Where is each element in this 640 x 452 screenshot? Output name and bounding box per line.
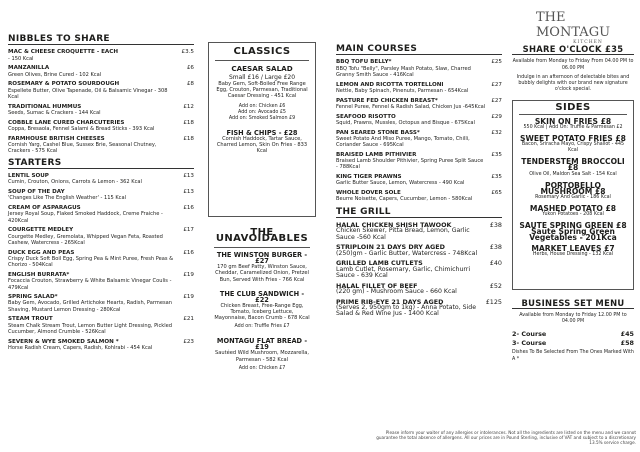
item-name: ENGLISH BURRATA* — [8, 271, 70, 278]
footer-note: Please inform your waiter of any allergies or intolerances. Not all the ingredients are listed on the menu and we cannot guarantee the total absence of allergens. All our prices are in Pound Sterling, inclusive of VAT and subject to a discretionary 13.5% service charge. — [376, 430, 636, 445]
item-desc: Sweet Potato And Miso Puree, Mango, Tomato, Chilli, Coriander Sauce - 695Kcal — [336, 135, 470, 149]
unavoidable-desc: Chicken Breast, Free-Range Egg, Tomato, Iceberg Lettuce, Mayonnaise, Bacon Crumb - 678 Kcal — [214, 302, 310, 322]
item-name: PAN SEARED STONE BASS* — [336, 129, 420, 136]
item-price: £18 — [183, 135, 194, 142]
item-desc: Horse Radish Cream, Capers, Radish, Kohlrabi - 454 Kcal — [8, 345, 153, 352]
menu-item — [8, 81, 194, 100]
item-name: CREAM OF ASPARAGUS — [8, 205, 81, 212]
side-name: PORTOBELLO MUSHROOM £8 — [540, 180, 606, 196]
item-desc: Lamb Cutlet, Rosemary, Garlic, Chimichurri Sauce - 639 Kcal — [336, 265, 471, 279]
menu-item — [336, 299, 502, 318]
menu-item — [336, 59, 502, 78]
item-desc: Crispy Duck Soft Boil Egg, Spring Pea & Mint Puree, Fresh Peas & Chorizo - 504Kcal — [8, 255, 174, 269]
menu-item — [336, 114, 502, 127]
side-name: SWEET POTATO FRIES £8 — [520, 134, 626, 144]
fish-name: FISH & CHIPS - £28 — [226, 128, 298, 137]
item-price: £52 — [489, 281, 502, 290]
right-column — [512, 0, 634, 363]
share-title: SHARE O'CLOCK £35 — [512, 44, 634, 55]
item-price: £16 — [183, 205, 194, 212]
item-name: TRADITIONAL HUMMUS — [8, 103, 82, 110]
menu-item — [8, 65, 194, 78]
item-desc: Courgette Medley, Gremolata, Whipped Vegan Feta, Roasted Cashew, Watercress - 265Kcal — [8, 233, 163, 246]
menu-item — [8, 227, 194, 246]
item-price: £125 — [485, 297, 502, 306]
business-price: £58 — [620, 338, 634, 347]
item-price: £16 — [183, 249, 194, 256]
unavoidable-item — [214, 291, 310, 331]
item-desc: 'Changes Like The English Weather' - 115 Kcal — [8, 195, 126, 202]
business-note: Dishes To Be Selected From The Ones Marked With A * — [512, 350, 634, 362]
unavoidable-item — [214, 338, 310, 371]
grill-list — [336, 222, 502, 317]
side-name: TENDERSTEM BROCCOLI £8 — [521, 157, 625, 173]
unavoidable-item — [214, 252, 310, 282]
logo-name: THE MONTAGU — [536, 10, 611, 40]
menu-item — [8, 205, 194, 224]
item-price: £21 — [183, 316, 194, 323]
sides-title: SIDES — [555, 101, 591, 113]
unavoidables-list — [214, 252, 310, 372]
caesar-addon-1: Add on: Chicken £6 — [238, 103, 286, 109]
unavoidables-box — [208, 222, 316, 432]
item-desc: Garlic Butter Sauce, Lemon, Watercress - 490 Kcal — [336, 180, 465, 187]
share-desc: Indulge in an afternoon of delectable bites and bubbly delights with our brand new signature o'clock special. — [516, 74, 630, 93]
item-name: BBQ TOFU BELLY* — [336, 59, 392, 66]
item-price: £19 — [183, 271, 194, 278]
item-price: £65 — [491, 190, 502, 197]
menu-item — [336, 130, 502, 149]
item-desc: Braised Lamb Shoulder Pithivier, Spring Puree Split Sauce - 788Kcal — [336, 158, 484, 171]
item-price: £38 — [489, 220, 502, 229]
menu-item — [336, 222, 502, 241]
item-price: £25 — [491, 59, 502, 66]
item-price: £27 — [491, 97, 502, 104]
unavoidables-title: THE UNAVOIDABLES — [215, 227, 309, 245]
item-name: LENTIL SOUP — [8, 173, 49, 180]
item-price: £29 — [491, 113, 502, 120]
item-desc: Jersey Royal Soup, Flaked Smoked Haddock, Creme Fraiche - 420Kcal — [8, 211, 163, 224]
caesar-name: CAESAR SALAD — [231, 64, 293, 74]
item-price: £35 — [491, 151, 502, 158]
item-name: HALAL FILLET OF BEEF — [336, 281, 418, 290]
item-name: STEAM TROUT — [8, 316, 53, 323]
item-desc: Cornish Yarg, Cashel Blue, Sussex Brie, Seasonal Chutney, Crackers - 575 Kcal — [8, 141, 157, 155]
item-desc: Espellete Butter, Olive Tapenade, Oil & Balsamic Vinegar - 308 Kcal — [8, 87, 168, 100]
menu-item — [8, 272, 194, 291]
item-price: £3.5 — [181, 49, 194, 56]
menu-item — [8, 250, 194, 269]
menu-item — [8, 316, 194, 335]
item-name: SOUP OF THE DAY — [8, 189, 65, 196]
menu-item — [336, 260, 502, 279]
side-desc: Olive Oil, Maldon Sea Salt - 154 Kcal — [529, 171, 617, 177]
menu-item — [336, 190, 502, 203]
item-desc: Coppa, Bresaola, Fennel Salami & Bread Sticks - 393 Kcal — [8, 125, 155, 132]
item-desc: (250)gm - Garlic Butter, Watercress - 748Kcal — [336, 249, 478, 257]
unavoidable-addon: Add on: Truffle Fries £7 — [234, 324, 290, 330]
item-name: COBBLE LANE CURED CHARCUTERIES — [8, 119, 125, 126]
item-name: PASTURE FED CHICKEN BREAST* — [336, 97, 438, 104]
business-row — [512, 340, 634, 346]
mains-column — [336, 0, 502, 321]
sides-box — [512, 100, 634, 290]
item-name: PRIME RIB-EYE 21 DAYS AGED — [336, 297, 444, 306]
item-price: £6 — [186, 65, 194, 72]
side-desc: Rosemary And Garlic - 186 Kcal — [535, 194, 611, 200]
business-title: BUSINESS SET MENU — [512, 298, 634, 309]
menu-item — [8, 120, 194, 133]
menu-item — [8, 173, 194, 186]
item-desc: Fennel Puree, Fennel & Radish Salad, Chicken Jus -645Kcal — [336, 103, 486, 110]
menu-item — [336, 82, 502, 95]
item-name: BRAISED LAMB PITHIVIER — [336, 151, 417, 158]
item-desc: Focaccia Crouton, Strawberry & White Balsamic Vinegar Coulis - 479Kcal — [8, 278, 172, 291]
item-name: GRILLED LAMB CUTLETS — [336, 259, 423, 268]
menu-item — [8, 339, 194, 352]
item-name: DUCK EGG AND PEAS — [8, 249, 75, 256]
business-label: 2- Course — [512, 329, 547, 338]
item-desc: (Serves 2, 950gm to 1kg) - Anna Potato, Side Salad & Red Wine Jus - 1400 Kcal — [336, 303, 477, 318]
item-desc: - 150 Kcal — [8, 55, 34, 62]
business-price: £45 — [620, 329, 634, 338]
mains-title: MAIN COURSES — [336, 44, 502, 55]
item-name: LEMON AND RICOTTA TORTELLONI — [336, 81, 444, 88]
logo-sub: KITCHEN — [573, 40, 603, 45]
menu-item — [336, 244, 502, 257]
caesar-sizes: Small £16 / Large £20 — [228, 74, 296, 82]
sides-list — [519, 116, 627, 259]
item-price: £38 — [489, 243, 502, 252]
business-row — [512, 331, 634, 337]
business-label: 3- Course — [512, 338, 547, 347]
item-name: MAC & CHEESE CROQUETTE - EACH — [8, 49, 119, 56]
menu-item — [336, 283, 502, 296]
side-name: SKIN ON FRIES £8 — [534, 116, 612, 126]
item-desc: Steam Chalk Stream Trout, Lemon Butter Light Dressing, Pickled Cucumber, Almond Crumble - 526Kcal — [8, 322, 173, 336]
item-name: FARMHOUSE BRITISH CHEESES — [8, 135, 105, 142]
item-desc: BBQ Tofu "Belly", Parsley Mash Potato, Slaw, Charred Granny Smith Sauce - 416Kcal — [336, 65, 471, 78]
business-avail: Available from Monday to Friday 12.00 PM to 04.00 PM — [519, 313, 627, 325]
grill-title: THE GRILL — [336, 207, 502, 218]
mains-list — [336, 59, 502, 202]
menu-item — [8, 189, 194, 202]
side-desc: Yukon Potatoes - 208 Kcal — [542, 212, 604, 217]
item-price: £40 — [489, 259, 502, 268]
side-desc: Bacon, Sriracha Mayo, Crispy Shallot - 445 Kcal — [521, 142, 625, 154]
menu-item — [8, 49, 194, 62]
starters-title: STARTERS — [8, 158, 194, 169]
item-desc: Seeds, Sumac & Crackers - 144 Kcal — [8, 109, 101, 116]
item-name: SPRING SALAD* — [8, 294, 58, 301]
unavoidable-addon: Add on: Chicken £7 — [238, 365, 286, 371]
side-name: MARKET LEAVES £7 — [531, 244, 615, 254]
item-name: KING TIGER PRAWNS — [336, 174, 402, 181]
item-name: COURGETTE MEDLEY — [8, 227, 74, 234]
left-column — [8, 0, 194, 355]
menu-item — [8, 136, 194, 155]
nibbles-list — [8, 49, 194, 154]
item-desc: Squid, Prawns, Mussles, Octopus and Bisque - 675Kcal — [336, 119, 475, 126]
item-price: £18 — [183, 119, 194, 126]
item-desc: Cumin, Crouton, Onions, Carrots & Lemon - 362 Kcal — [8, 179, 142, 186]
item-name: ROSEMARY & POTATO SOURDOUGH — [8, 81, 120, 88]
item-price: £35 — [491, 174, 502, 181]
item-price: £13 — [183, 189, 194, 196]
item-desc: (220 gm) - Mushroom Sauce - 660 Kcal — [336, 287, 457, 295]
caesar-desc: Baby Gem, Soft-Boiled Free Range Egg, Crouton, Parmesan, Traditional Caesar Dressing - 451 Kcal — [216, 81, 308, 100]
item-price: £12 — [183, 103, 194, 110]
unavoidable-name: MONTAGU FLAT BREAD - £19 — [216, 337, 308, 352]
item-price: £17 — [183, 227, 194, 234]
unavoidable-desc: 170 gm Beef Patty, Winston Sauce, Cheddar, Caramelized Onion, Pretzel Bun, Served With Fries - 766 Kcal — [215, 264, 309, 283]
side-name: SAUTE SPRING GREEN £8 Saute Spring Green Vegetables - 201Kca — [519, 221, 627, 243]
menu-item — [8, 294, 194, 313]
menu-item — [336, 152, 502, 171]
item-desc: Green Olives, Brine Cured - 102 Kcal — [8, 71, 102, 78]
item-name: SEAFOOD RISOTTO — [336, 113, 396, 120]
item-price: £8 — [186, 81, 194, 88]
starters-list — [8, 173, 194, 351]
item-name: MANZANILLA — [8, 65, 50, 72]
fish-desc: Cornish Haddock, Tartar Sauce, Charred Lemon, Skin On Fries - 833 Kcal — [216, 135, 308, 155]
side-desc: Herbs, House Dressing - 132 Kcal — [532, 252, 614, 258]
classics-box — [208, 42, 316, 217]
menu-item — [8, 104, 194, 117]
item-price: £13 — [183, 173, 194, 180]
item-name: STRIPLOIN 21 DAYS DRY AGED — [336, 243, 445, 252]
item-name: HALAL CHICKEN SHISH TAWOOK — [336, 220, 452, 229]
nibbles-title: NIBBLES TO SHARE — [8, 34, 194, 45]
item-price: £27 — [491, 81, 502, 88]
side-name: MASHED POTATO £8 — [529, 203, 617, 213]
share-avail: Available from Monday to Friday From 04.00 PM to 06.00 PM — [512, 59, 634, 71]
item-price: £19 — [183, 294, 194, 301]
caesar-addon-3: Add on: Smoked Salmon £9 — [228, 115, 296, 121]
business-rows — [512, 331, 634, 347]
item-desc: Beurre Noisette, Capers, Cucumber, Lemon - 580Kcal — [336, 196, 473, 203]
item-desc: Chicken Skewer, Pitta Bread, Lemon, Garlic Sauce -560 Kcal — [336, 227, 470, 241]
item-name: WHOLE DOVER SOLE — [336, 190, 401, 197]
unavoidable-name: THE CLUB SANDWICH - £22 — [219, 289, 305, 304]
menu-item — [336, 98, 502, 111]
item-price: £23 — [183, 338, 194, 345]
classics-title: CLASSICS — [233, 46, 291, 57]
caesar-addon-2: Add on: Avocado £5 — [238, 109, 286, 115]
item-desc: Baby Gem, Avocado, Grilled Artichoke Hearts, Radish, Parmesan Shaving, Mustard Lemon Dressing - 280Kcal — [8, 300, 172, 313]
unavoidable-name: THE WINSTON BURGER - £27 — [216, 251, 308, 266]
item-name: SEVERN & WYE SMOKED SALMON * — [8, 338, 119, 345]
item-price: £32 — [491, 129, 502, 136]
side-desc: 550 Kcal | Add On: Truffle & Parmesan £2 — [523, 124, 623, 130]
menu-item — [336, 174, 502, 187]
item-desc: Nettle, Baby Spinach, Pinenuts, Parmesan - 654Kcal — [336, 87, 469, 94]
unavoidable-desc: Sautéed Wild Mushroom, Mozzarella, Parmesan - 582 Kcal — [215, 350, 309, 363]
